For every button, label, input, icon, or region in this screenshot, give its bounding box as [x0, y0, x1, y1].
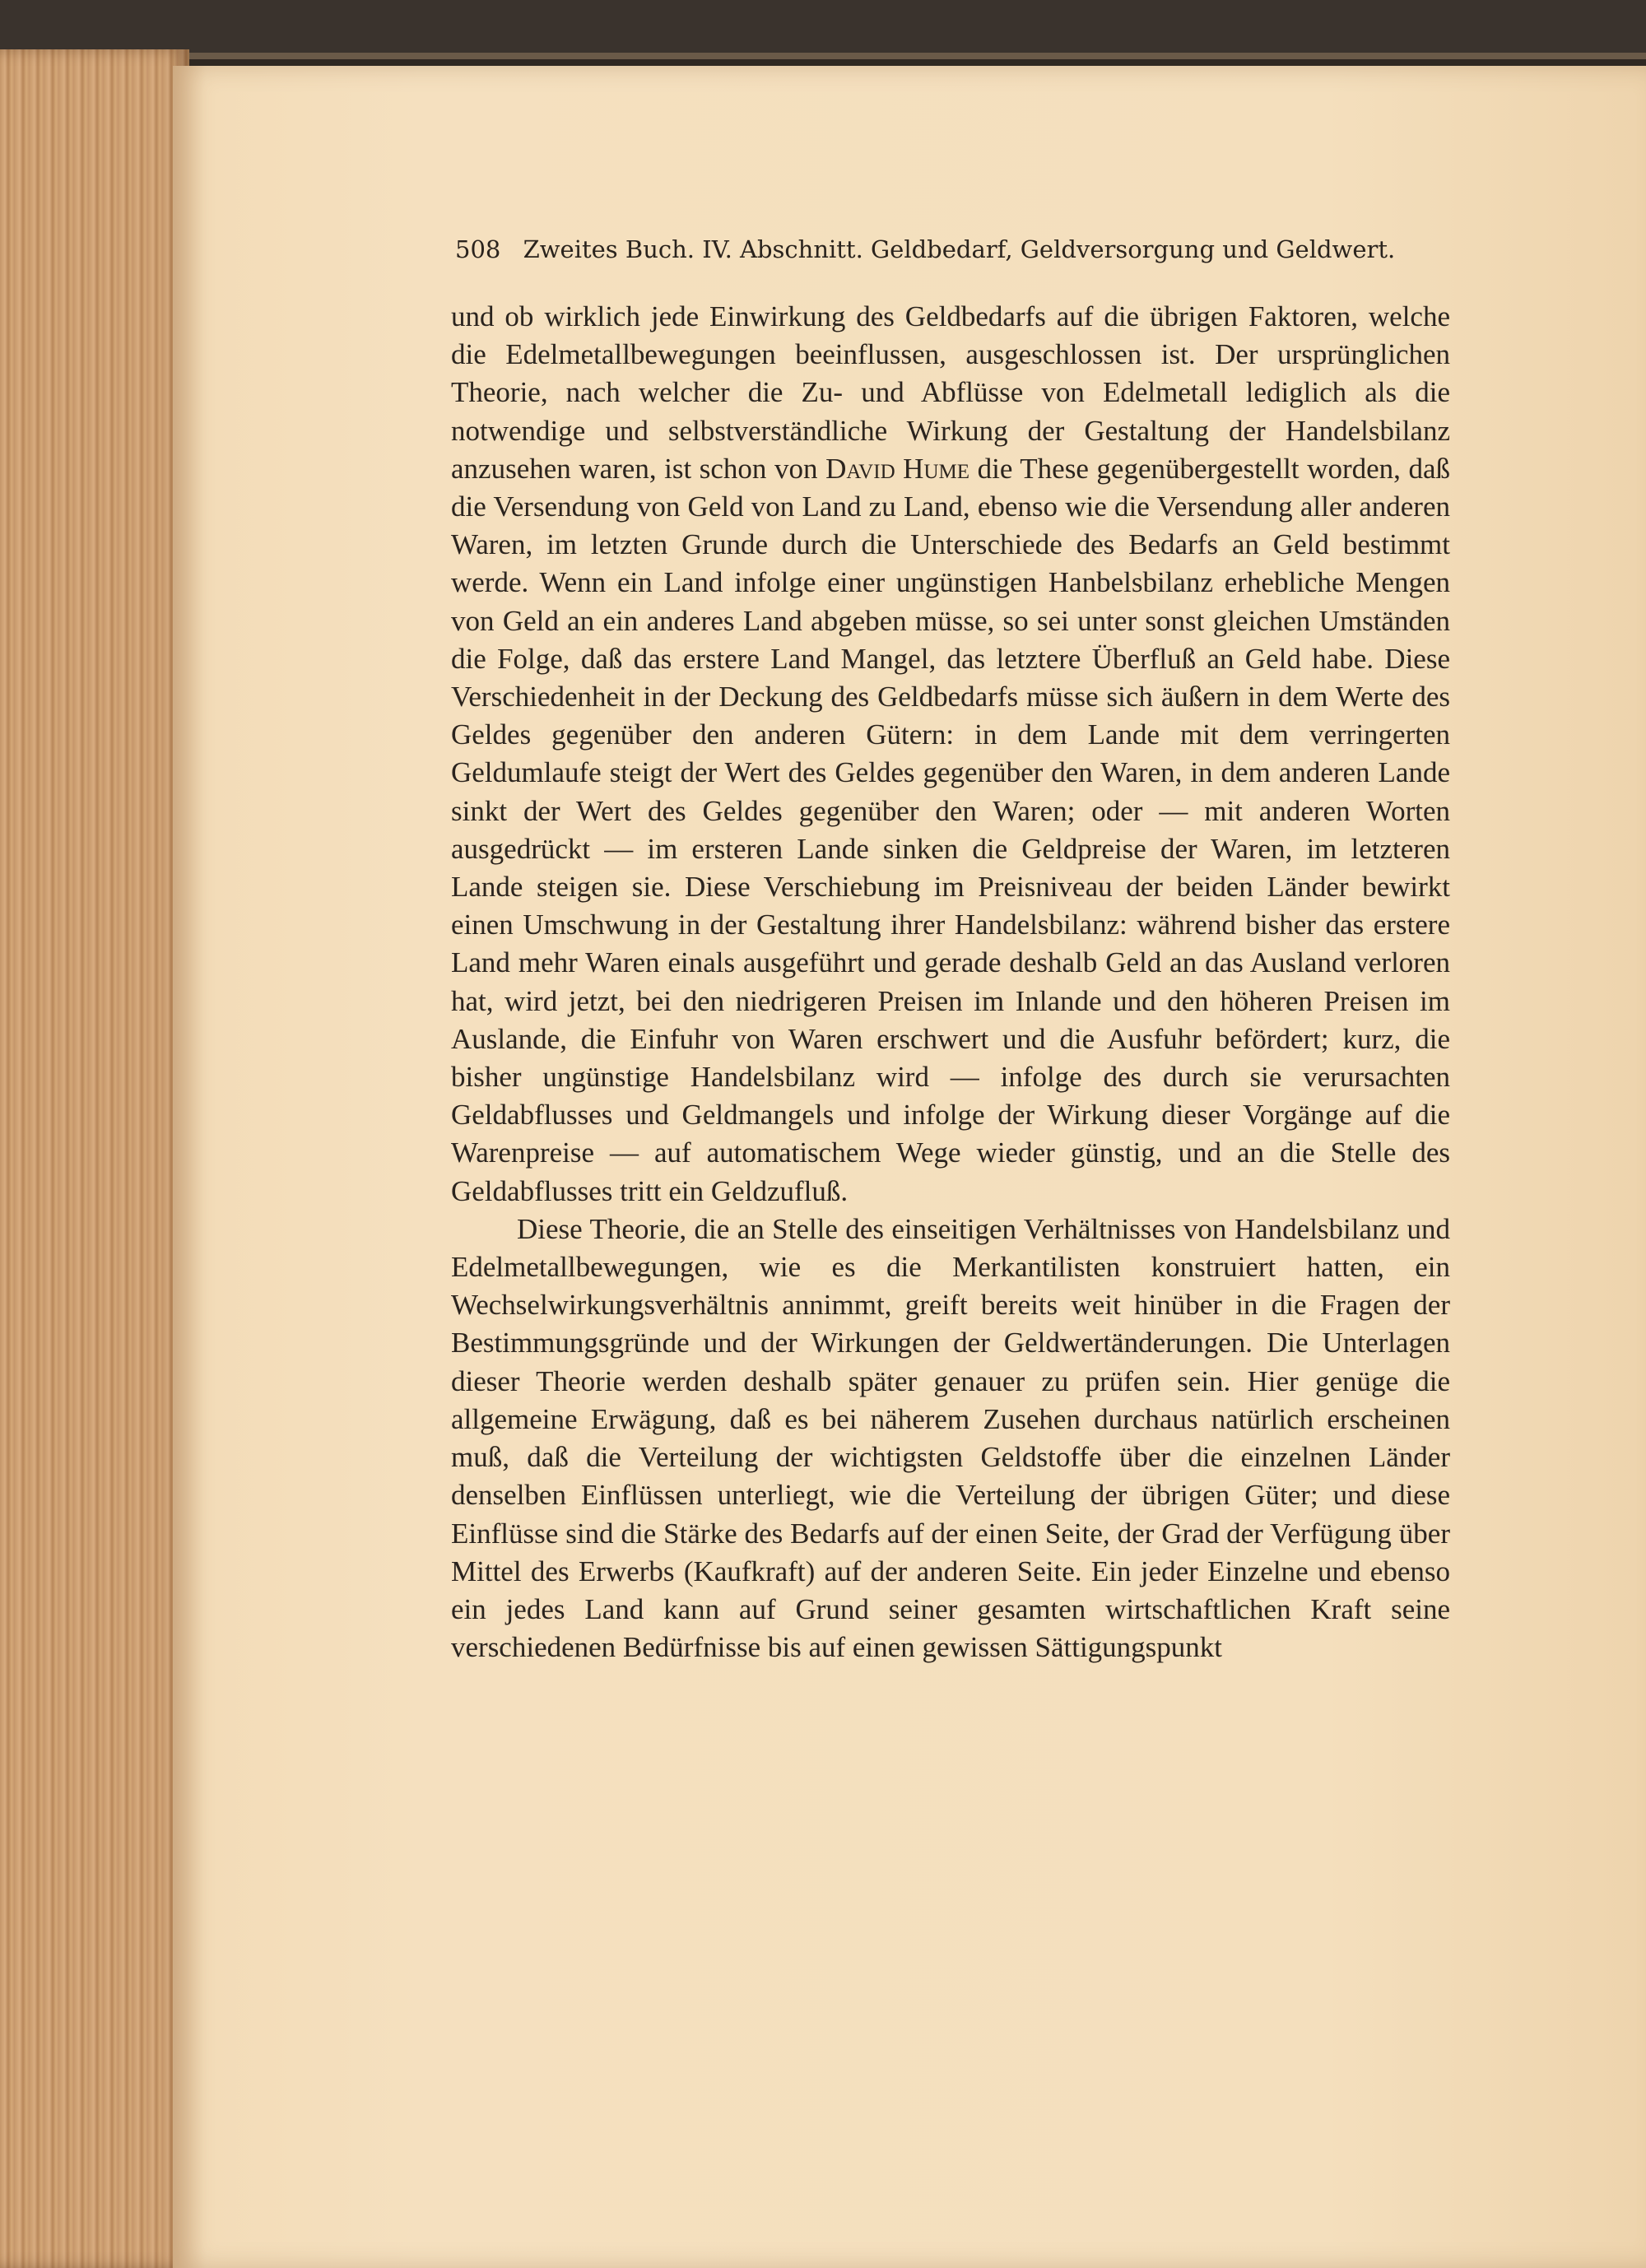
- body-text: [451, 298, 1450, 1666]
- paragraph-2: Diese Theorie, die an Stelle des einseitigen Verhältnisses von Handelsbilanz und Edelmetallbewegungen, wie es die Merkantilisten konstruiert hatten, ein Wechselwirkungsverhältnis annimmt, greift bereits weit hinüber in die Fragen der Bestimmungsgründe und der Wirkungen der Geldwertänderungen. Die Unterlagen dieser Theorie werden deshalb später genauer zu prüfen sein. Hier genüge die allgemeine Erwägung, daß es bei näherem Zusehen durchaus natürlich erscheinen muß, daß die Verteilung der wichtigsten Geldstoffe über die einzelnen Länder denselben Einflüssen unterliegt, wie die Verteilung der übrigen Güter; und diese Einflüsse sind die Stärke des Bedarfs auf der einen Seite, der Grad der Verfügung über Mittel des Erwerbs (Kaufkraft) auf der anderen Seite. Ein jeder Einzelne und ebenso ein jedes Land kann auf Grund seiner gesamten wirtschaftlichen Kraft seine verschiedenen Bedürfnisse bis auf einen gewissen Sättigungspunkt: [451, 1212, 1450, 1664]
- page-number: 508: [455, 235, 501, 263]
- running-title: Zweites Buch. IV. Abschnitt. Geldbedarf, Geldversorgung und Geldwert.: [523, 235, 1396, 263]
- book-cover-top: [0, 0, 1646, 59]
- book-page-edges: [0, 49, 189, 2268]
- paragraph-1: [451, 298, 1450, 1211]
- paragraph-1-part-b: die These gegenübergestellt worden, daß die Versendung von Geld von Land zu Land, ebenso wie die Versendung aller anderen Waren, im letzten Grunde durch die Unterschiede des Bedarfs an Geld bestimmt werde. Wenn ein Land infolge einer ungünstigen Hanbelsbilanz erhebliche Mengen von Geld an ein anderes Land abgeben müsse, so sei unter sonst gleichen Umständen die Folge, daß das erstere Land Mangel, das letztere Überfluß an Geld habe. Diese Verschiedenheit in der Deckung des Geldbedarfs müsse sich äußern in dem Werte des Geldes gegenüber den anderen Gütern: in dem Lande mit dem verringerten Geldumlaufe steigt der Wert des Geldes gegenüber den Waren, in dem anderen Lande sinkt der Wert des Geldes gegenüber den Waren; oder — mit anderen Worten ausgedrückt — im ersteren Lande sinken die Geldpreise der Waren, im letzteren Lande steigen sie. Diese Verschiebung im Preisniveau der beiden Länder bewirkt einen Umschwung in der Gestaltung ihrer Handelsbilanz: während bisher das erstere Land mehr Waren einals ausgeführt und gerade deshalb Geld an das Ausland verloren hat, wird jetzt, bei den niedrigeren Preisen im Inlande und den höheren Preisen im Auslande, die Einfuhr von Waren erschwert und die Ausfuhr befördert; kurz, die bisher ungünstige Handelsbilanz wird — infolge des durch sie verursachten Geldabflusses und Geldmangels und infolge der Wirkung dieser Vorgänge auf die Warenpreise — auf automatischem Wege wieder günstig, und an die Stelle des Geldabflusses tritt ein Geldzufluß.: [451, 452, 1451, 1207]
- running-header: [455, 235, 1410, 272]
- paragraph-1-part-a: und ob wirklich jede Einwirkung des Geldbedarfs auf die übrigen Faktoren, welche die Edelmetallbewegungen beeinflussen, ausgeschlossen ist. Der ursprünglichen Theorie, nach welcher die Zu- und Abflüsse von Edelmetall lediglich als die notwendige und selbstverständliche Wirkung der Gestaltung der Handelsbilanz anzusehen waren, ist schon von: [451, 300, 1450, 485]
- author-name-david-hume: David Hume: [825, 452, 970, 485]
